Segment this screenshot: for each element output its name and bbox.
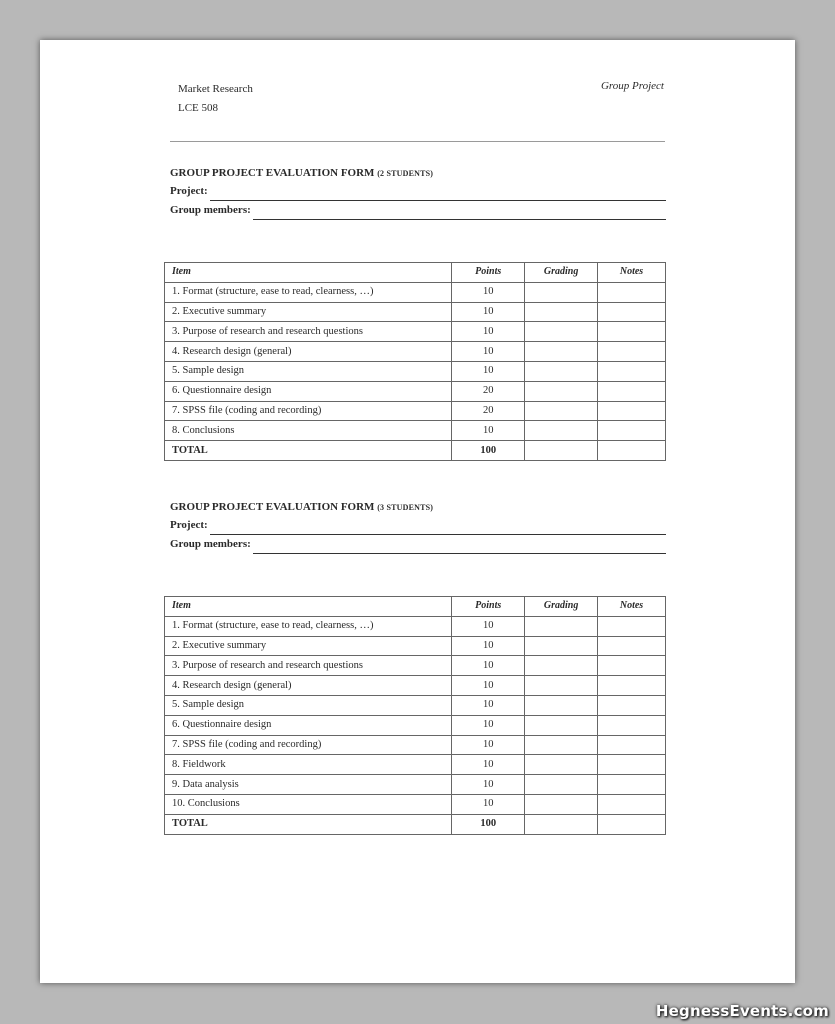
project-input-line[interactable] (210, 520, 666, 535)
points-cell: 10 (452, 616, 525, 636)
table-row (165, 715, 666, 735)
table-header-row (165, 597, 666, 617)
total-grading-cell[interactable] (525, 441, 598, 461)
members-field (170, 201, 666, 220)
form-title-sub: (3 STUDENTS) (377, 503, 434, 512)
project-input-line[interactable] (210, 186, 666, 201)
total-label: TOTAL (165, 441, 452, 461)
item-cell: 7. SPSS file (coding and recording) (165, 735, 452, 755)
points-cell: 10 (452, 636, 525, 656)
grading-cell[interactable] (525, 361, 598, 381)
total-row (165, 441, 666, 461)
notes-cell[interactable] (598, 676, 666, 696)
table-row (165, 322, 666, 342)
table-row (165, 755, 666, 775)
points-cell: 10 (452, 775, 525, 795)
notes-cell[interactable] (598, 735, 666, 755)
grading-cell[interactable] (525, 735, 598, 755)
project-label: Project: (170, 519, 208, 531)
points-cell: 10 (452, 322, 525, 342)
column-header-points: Points (452, 263, 525, 283)
form-title-main: GROUP PROJECT EVALUATION FORM (170, 167, 375, 179)
course-header (178, 80, 253, 118)
members-input-line[interactable] (253, 205, 666, 220)
notes-cell[interactable] (598, 775, 666, 795)
grading-cell[interactable] (525, 755, 598, 775)
column-header-points: Points (452, 597, 525, 617)
total-grading-cell[interactable] (525, 814, 598, 834)
item-cell: 6. Questionnaire design (165, 715, 452, 735)
item-cell: 6. Questionnaire design (165, 381, 452, 401)
form-title (170, 498, 666, 516)
item-cell: 4. Research design (general) (165, 676, 452, 696)
members-label: Group members: (170, 538, 251, 550)
points-cell: 20 (452, 381, 525, 401)
grading-cell[interactable] (525, 715, 598, 735)
form-title-main: GROUP PROJECT EVALUATION FORM (170, 501, 375, 513)
grading-cell[interactable] (525, 342, 598, 362)
notes-cell[interactable] (598, 695, 666, 715)
item-cell: 8. Conclusions (165, 421, 452, 441)
item-cell: 10. Conclusions (165, 794, 452, 814)
table-row (165, 616, 666, 636)
table-row (165, 342, 666, 362)
column-header-notes: Notes (598, 597, 666, 617)
points-cell: 10 (452, 695, 525, 715)
total-label: TOTAL (165, 814, 452, 834)
item-cell: 5. Sample design (165, 695, 452, 715)
evaluation-form-3-students (170, 498, 666, 554)
table-row (165, 636, 666, 656)
item-cell: 9. Data analysis (165, 775, 452, 795)
grading-cell[interactable] (525, 401, 598, 421)
table-row (165, 676, 666, 696)
table-header-row (165, 263, 666, 283)
project-field (170, 182, 666, 201)
members-label: Group members: (170, 204, 251, 216)
item-cell: 2. Executive summary (165, 636, 452, 656)
table-row (165, 401, 666, 421)
notes-cell[interactable] (598, 322, 666, 342)
item-cell: 2. Executive summary (165, 302, 452, 322)
grading-cell[interactable] (525, 421, 598, 441)
points-cell: 10 (452, 342, 525, 362)
course-name: Market Research (178, 83, 253, 95)
points-cell: 10 (452, 755, 525, 775)
notes-cell[interactable] (598, 421, 666, 441)
points-cell: 10 (452, 676, 525, 696)
notes-cell[interactable] (598, 616, 666, 636)
table-row (165, 282, 666, 302)
total-points: 100 (452, 814, 525, 834)
form-title (170, 164, 666, 182)
grading-cell[interactable] (525, 656, 598, 676)
points-cell: 10 (452, 361, 525, 381)
notes-cell[interactable] (598, 794, 666, 814)
total-row (165, 814, 666, 834)
grading-cell[interactable] (525, 695, 598, 715)
header-divider (170, 141, 665, 142)
points-cell: 10 (452, 715, 525, 735)
evaluation-table-2-students (164, 262, 666, 461)
table-row (165, 775, 666, 795)
total-points: 100 (452, 441, 525, 461)
total-notes-cell[interactable] (598, 814, 666, 834)
evaluation-table-3-students (164, 596, 666, 835)
item-cell: 5. Sample design (165, 361, 452, 381)
item-cell: 3. Purpose of research and research questions (165, 322, 452, 342)
grading-cell[interactable] (525, 636, 598, 656)
points-cell: 10 (452, 282, 525, 302)
item-cell: 7. SPSS file (coding and recording) (165, 401, 452, 421)
column-header-item: Item (165, 263, 452, 283)
evaluation-form-2-students (170, 164, 666, 220)
notes-cell[interactable] (598, 636, 666, 656)
column-header-notes: Notes (598, 263, 666, 283)
table-body (165, 616, 666, 834)
points-cell: 20 (452, 401, 525, 421)
members-field (170, 535, 666, 554)
document-page (40, 40, 795, 983)
grading-cell[interactable] (525, 381, 598, 401)
table-row (165, 421, 666, 441)
grading-cell[interactable] (525, 302, 598, 322)
item-cell: 1. Format (structure, ease to read, clearness, …) (165, 282, 452, 302)
notes-cell[interactable] (598, 401, 666, 421)
notes-cell[interactable] (598, 656, 666, 676)
notes-cell[interactable] (598, 755, 666, 775)
notes-cell[interactable] (598, 381, 666, 401)
grading-cell[interactable] (525, 676, 598, 696)
points-cell: 10 (452, 302, 525, 322)
table-row (165, 735, 666, 755)
project-field (170, 516, 666, 535)
document-type: Group Project (600, 80, 664, 92)
notes-cell[interactable] (598, 715, 666, 735)
item-cell: 8. Fieldwork (165, 755, 452, 775)
grading-cell[interactable] (525, 775, 598, 795)
grading-cell[interactable] (525, 282, 598, 302)
project-label: Project: (170, 185, 208, 197)
column-header-item: Item (165, 597, 452, 617)
column-header-grading: Grading (525, 597, 598, 617)
column-header-grading: Grading (525, 263, 598, 283)
table-row (165, 794, 666, 814)
table-row (165, 695, 666, 715)
table-row (165, 361, 666, 381)
notes-cell[interactable] (598, 361, 666, 381)
total-notes-cell[interactable] (598, 441, 666, 461)
points-cell: 10 (452, 735, 525, 755)
table-body (165, 282, 666, 460)
table-row (165, 302, 666, 322)
points-cell: 10 (452, 656, 525, 676)
item-cell: 4. Research design (general) (165, 342, 452, 362)
table-row (165, 656, 666, 676)
form-title-sub: (2 STUDENTS) (377, 169, 434, 178)
grading-cell[interactable] (525, 616, 598, 636)
notes-cell[interactable] (598, 342, 666, 362)
item-cell: 1. Format (structure, ease to read, clearness, …) (165, 616, 452, 636)
item-cell: 3. Purpose of research and research questions (165, 656, 452, 676)
grading-cell[interactable] (525, 322, 598, 342)
members-input-line[interactable] (253, 539, 666, 554)
course-code: LCE 508 (178, 102, 219, 114)
points-cell: 10 (452, 794, 525, 814)
table-row (165, 381, 666, 401)
watermark-logo: HegnessEvents.com (655, 1002, 829, 1020)
grading-cell[interactable] (525, 794, 598, 814)
points-cell: 10 (452, 421, 525, 441)
notes-cell[interactable] (598, 282, 666, 302)
notes-cell[interactable] (598, 302, 666, 322)
